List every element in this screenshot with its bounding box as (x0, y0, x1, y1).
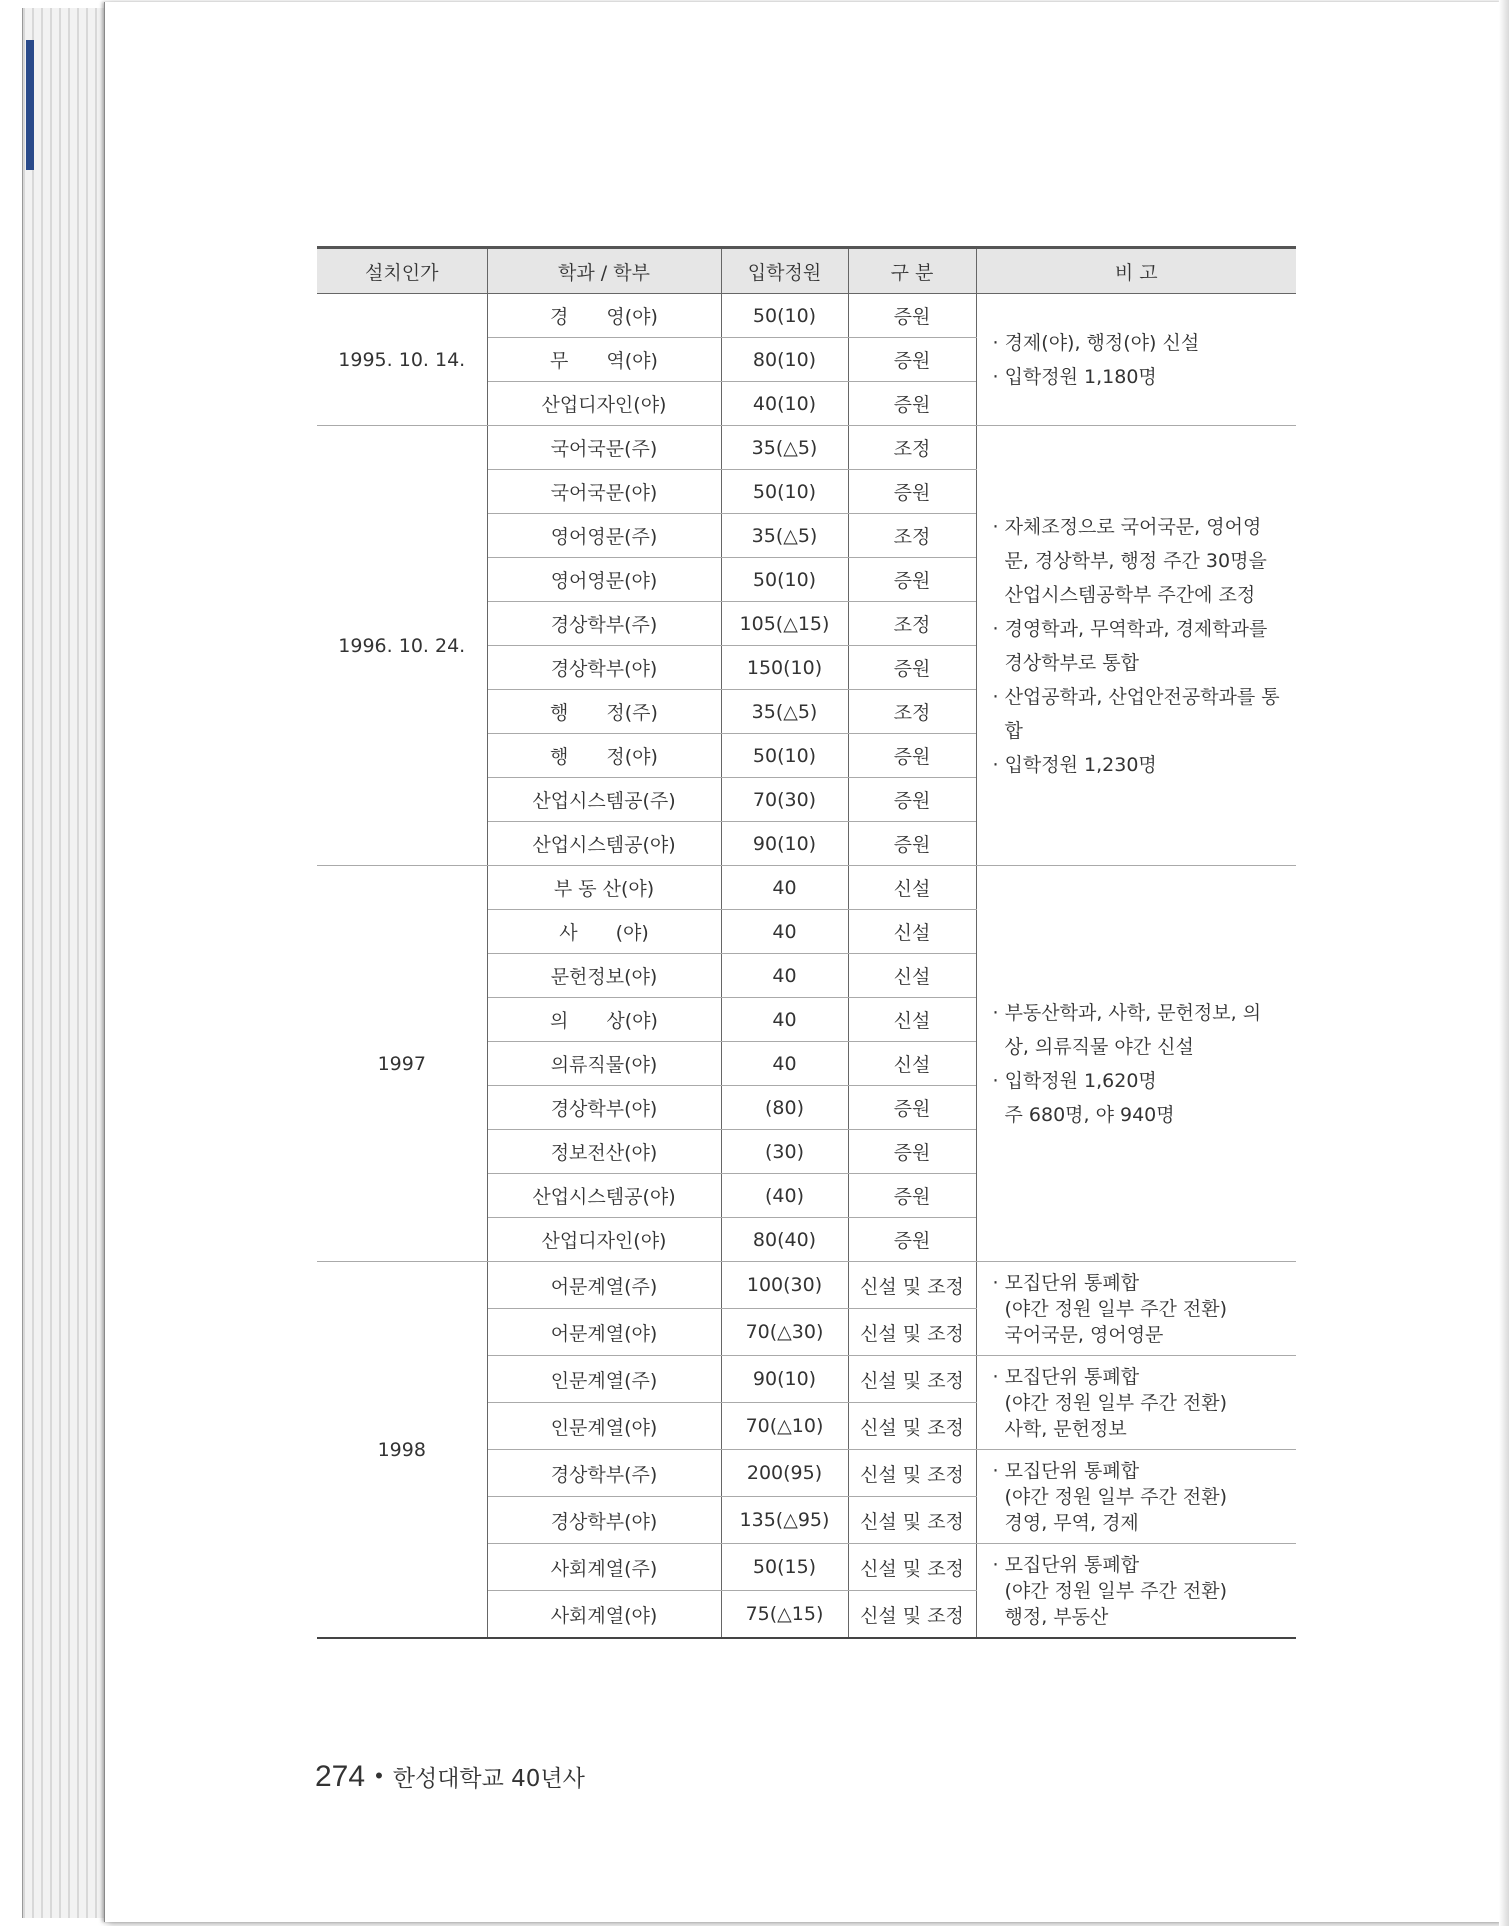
page-number: 274 (315, 1760, 366, 1793)
department-cell: 경상학부(야) (487, 1497, 721, 1544)
remark-line: · 경제(야), 행정(야) 신설 (992, 331, 1200, 354)
quota-cell: 40 (721, 998, 848, 1042)
type-cell: 신설 및 조정 (848, 1262, 976, 1309)
quota-cell: (80) (721, 1086, 848, 1130)
department-cell: 부 동 산(야) (487, 866, 721, 910)
department-cell: 무 역(야) (487, 338, 721, 382)
type-cell: 신설 및 조정 (848, 1403, 976, 1450)
department-cell: 어문계열(야) (487, 1309, 721, 1356)
type-cell: 증원 (848, 1174, 976, 1218)
table-row (317, 1262, 1296, 1309)
type-cell: 신설 및 조정 (848, 1544, 976, 1591)
type-cell: 증원 (848, 822, 976, 866)
type-cell: 신설 및 조정 (848, 1356, 976, 1403)
department-cell: 영어영문(야) (487, 558, 721, 602)
type-cell: 증원 (848, 558, 976, 602)
type-cell: 신설 (848, 998, 976, 1042)
type-cell: 신설 및 조정 (848, 1309, 976, 1356)
quota-cell: 50(15) (721, 1544, 848, 1591)
book-spine-accent (26, 40, 34, 170)
remark-line: · 입학정원 1,620명 (992, 1069, 1157, 1092)
header-remarks: 비 고 (976, 248, 1296, 294)
department-cell: 경 영(야) (487, 294, 721, 338)
department-cell: 국어국문(주) (487, 426, 721, 470)
type-cell: 증원 (848, 1218, 976, 1262)
type-cell: 증원 (848, 1086, 976, 1130)
remarks-cell (976, 294, 1296, 426)
type-cell: 증원 (848, 1130, 976, 1174)
quota-cell: 40 (721, 910, 848, 954)
department-cell: 문헌정보(야) (487, 954, 721, 998)
quota-cell: 40 (721, 954, 848, 998)
header-department: 학과 / 학부 (487, 248, 721, 294)
department-cell: 경상학부(주) (487, 602, 721, 646)
remarks-cell (976, 1356, 1296, 1450)
remark-line: · 경영학과, 무역학과, 경제학과를 경상학부로 통합 (992, 617, 1268, 674)
remark-line: 국어국문, 영어영문 (1004, 1323, 1164, 1346)
department-cell: 경상학부(주) (487, 1450, 721, 1497)
quota-cell: 40 (721, 866, 848, 910)
quota-cell: 70(△10) (721, 1403, 848, 1450)
remark-line: 경영, 무역, 경제 (1004, 1511, 1139, 1534)
department-cell: 의 상(야) (487, 998, 721, 1042)
type-cell: 신설 (848, 866, 976, 910)
type-cell: 증원 (848, 294, 976, 338)
remark-line: (야간 정원 일부 주간 전환) (1004, 1297, 1228, 1320)
department-cell: 산업시스템공(야) (487, 1174, 721, 1218)
type-cell: 증원 (848, 382, 976, 426)
quota-cell: 35(△5) (721, 426, 848, 470)
remark-line: · 입학정원 1,180명 (992, 365, 1157, 388)
department-cell: 사회계열(야) (487, 1591, 721, 1639)
type-cell: 신설 (848, 910, 976, 954)
type-cell: 조정 (848, 426, 976, 470)
remarks-cell (976, 426, 1296, 866)
remark-line: · 모집단위 통폐합 (992, 1365, 1140, 1388)
quota-history-table (317, 246, 1296, 1639)
department-cell: 산업시스템공(야) (487, 822, 721, 866)
quota-cell: 105(△15) (721, 602, 848, 646)
department-cell: 사 (야) (487, 910, 721, 954)
footer-separator: • (375, 1763, 383, 1788)
department-cell: 행 정(주) (487, 690, 721, 734)
remark-line: · 모집단위 통폐합 (992, 1553, 1140, 1576)
remark-line: 행정, 부동산 (1004, 1605, 1109, 1628)
quota-cell: 75(△15) (721, 1591, 848, 1639)
table-row (317, 866, 1296, 910)
quota-cell: 80(10) (721, 338, 848, 382)
department-cell: 행 정(야) (487, 734, 721, 778)
quota-cell: 50(10) (721, 470, 848, 514)
type-cell: 신설 및 조정 (848, 1450, 976, 1497)
remark-line: (야간 정원 일부 주간 전환) (1004, 1391, 1228, 1414)
department-cell: 경상학부(야) (487, 1086, 721, 1130)
type-cell: 신설 (848, 954, 976, 998)
remark-line: · 입학정원 1,230명 (992, 753, 1157, 776)
type-cell: 신설 및 조정 (848, 1591, 976, 1639)
table-row (317, 294, 1296, 338)
type-cell: 신설 (848, 1042, 976, 1086)
remark-line: · 자체조정으로 국어국문, 영어영문, 경상학부, 행정 주간 30명을 산업시스템공학부 주간에 조정 (992, 515, 1267, 606)
department-cell: 어문계열(주) (487, 1262, 721, 1309)
table-header-row (317, 248, 1296, 294)
department-cell: 경상학부(야) (487, 646, 721, 690)
header-quota: 입학정원 (721, 248, 848, 294)
header-type: 구 분 (848, 248, 976, 294)
quota-cell: 40(10) (721, 382, 848, 426)
remarks-cell (976, 866, 1296, 1262)
type-cell: 증원 (848, 338, 976, 382)
department-cell: 인문계열(야) (487, 1403, 721, 1450)
book-title: 한성대학교 40년사 (392, 1766, 585, 1792)
page-right-shadow (1499, 0, 1509, 1926)
header-approval-date: 설치인가 (317, 248, 487, 294)
quota-cell: 200(95) (721, 1450, 848, 1497)
type-cell: 증원 (848, 470, 976, 514)
type-cell: 조정 (848, 690, 976, 734)
quota-cell: 70(30) (721, 778, 848, 822)
department-cell: 의류직물(야) (487, 1042, 721, 1086)
department-cell: 산업디자인(야) (487, 382, 721, 426)
quota-cell: 40 (721, 1042, 848, 1086)
quota-cell: 100(30) (721, 1262, 848, 1309)
approval-date: 1996. 10. 24. (317, 426, 487, 866)
remark-line: · 모집단위 통폐합 (992, 1459, 1140, 1482)
quota-cell: 35(△5) (721, 514, 848, 558)
table-row (317, 426, 1296, 470)
type-cell: 증원 (848, 646, 976, 690)
quota-cell: 150(10) (721, 646, 848, 690)
department-cell: 영어영문(주) (487, 514, 721, 558)
approval-date: 1995. 10. 14. (317, 294, 487, 426)
remark-line: (야간 정원 일부 주간 전환) (1004, 1579, 1228, 1602)
remark-line: · 부동산학과, 사학, 문헌정보, 의상, 의류직물 야간 신설 (992, 1001, 1262, 1058)
type-cell: 조정 (848, 514, 976, 558)
department-cell: 인문계열(주) (487, 1356, 721, 1403)
department-cell: 산업시스템공(주) (487, 778, 721, 822)
quota-cell: (30) (721, 1130, 848, 1174)
remark-line: · 모집단위 통폐합 (992, 1271, 1140, 1294)
department-cell: 정보전산(야) (487, 1130, 721, 1174)
department-cell: 산업디자인(야) (487, 1218, 721, 1262)
remark-line: · 산업공학과, 산업안전공학과를 통합 (992, 685, 1280, 742)
type-cell: 신설 및 조정 (848, 1497, 976, 1544)
remarks-cell (976, 1262, 1296, 1356)
type-cell: 증원 (848, 734, 976, 778)
remark-line: (야간 정원 일부 주간 전환) (1004, 1485, 1228, 1508)
quota-cell: (40) (721, 1174, 848, 1218)
approval-date: 1998 (317, 1262, 487, 1639)
quota-cell: 135(△95) (721, 1497, 848, 1544)
quota-cell: 90(10) (721, 1356, 848, 1403)
type-cell: 조정 (848, 602, 976, 646)
quota-cell: 50(10) (721, 294, 848, 338)
remark-line: 사학, 문헌정보 (1004, 1417, 1127, 1440)
quota-cell: 50(10) (721, 734, 848, 778)
quota-cell: 80(40) (721, 1218, 848, 1262)
type-cell: 증원 (848, 778, 976, 822)
book-page-edges (22, 8, 108, 1918)
department-cell: 국어국문(야) (487, 470, 721, 514)
page-footer (315, 1760, 585, 1794)
remarks-cell (976, 1544, 1296, 1639)
approval-date: 1997 (317, 866, 487, 1262)
remark-line: 주 680명, 야 940명 (1004, 1103, 1175, 1126)
quota-cell: 50(10) (721, 558, 848, 602)
remarks-cell (976, 1450, 1296, 1544)
quota-cell: 70(△30) (721, 1309, 848, 1356)
quota-cell: 35(△5) (721, 690, 848, 734)
department-cell: 사회계열(주) (487, 1544, 721, 1591)
quota-cell: 90(10) (721, 822, 848, 866)
